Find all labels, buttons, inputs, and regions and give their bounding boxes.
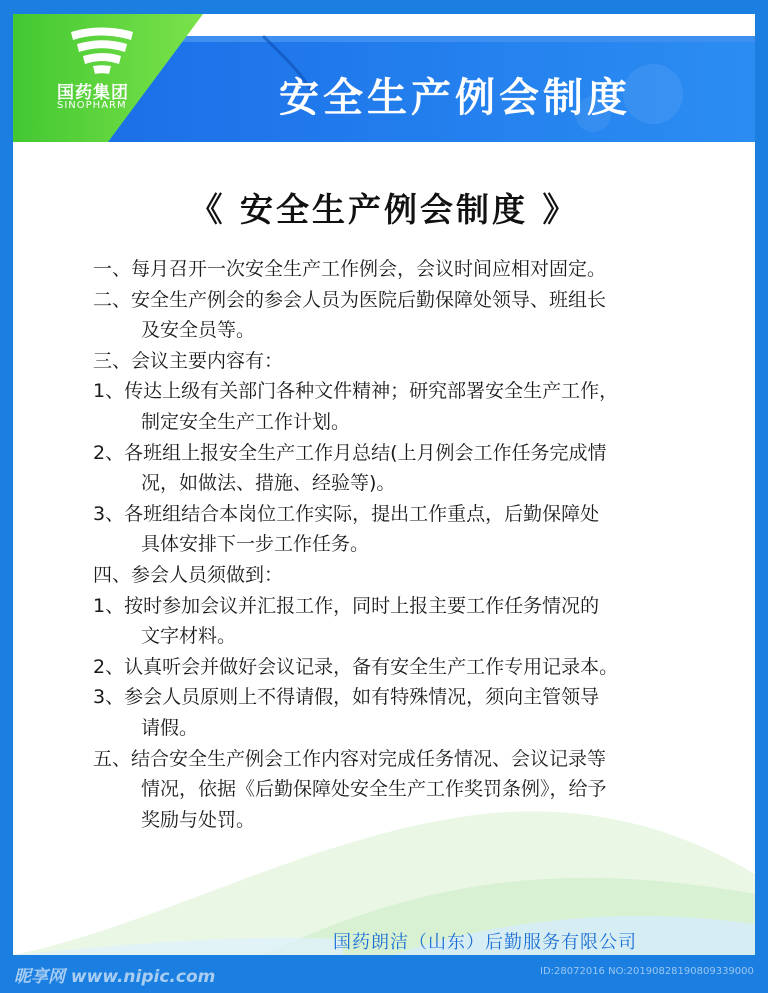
rule-continuation-line: 奖励与处罚。 xyxy=(141,808,256,831)
rule-item xyxy=(93,438,713,499)
rule-item xyxy=(93,744,713,836)
rule-item xyxy=(93,499,713,560)
rule-continuation-line: 具体安排下一步工作任务。 xyxy=(141,533,370,556)
rule-item xyxy=(93,285,713,346)
rule-item xyxy=(93,560,713,591)
rule-item xyxy=(93,652,713,683)
rule-line: 四、参会人员须做到： xyxy=(93,563,284,586)
watermark-id: ID:28072016 NO:20190828190809339000 xyxy=(540,966,754,977)
rule-line: 1、传达上级有关部门各种文件精神；研究部署安全生产工作， xyxy=(93,380,619,403)
rule-line: 二、安全生产例会的参会人员为医院后勤保障处领导、班组长 xyxy=(93,288,607,311)
rule-line: 五、结合安全生产例会工作内容对完成任务情况、会议记录等 xyxy=(93,747,607,770)
rule-continuation-line: 文字材料。 xyxy=(141,625,237,648)
poster-frame xyxy=(13,14,755,955)
rules-list xyxy=(93,254,713,835)
banner-title: 安全生产例会制度 xyxy=(279,75,631,121)
rule-continuation-line: 况，如做法、措施、经验等)。 xyxy=(141,472,396,495)
logo-english-text: SINOPHARM xyxy=(57,100,127,111)
rule-item xyxy=(93,346,713,377)
document-title: 《 安全生产例会制度 》 xyxy=(189,190,579,229)
company-name: 国药朗洁（山东）后勤服务有限公司 xyxy=(333,932,637,953)
rule-line: 三、会议主要内容有： xyxy=(93,349,284,372)
rule-continuation-line: 情况，依据《后勤保障处安全生产工作奖罚条例》，给予 xyxy=(141,778,607,801)
rule-item xyxy=(93,254,713,285)
rule-line: 一、每月召开一次安全生产工作例会，会议时间应相对固定。 xyxy=(93,258,607,280)
rule-line: 2、认真听会并做好会议记录，备有安全生产工作专用记录本。 xyxy=(93,655,619,678)
rule-item xyxy=(93,591,713,652)
rule-line: 1、按时参加会议并汇报工作，同时上报主要工作任务情况的 xyxy=(93,594,600,617)
logo-chinese-text: 国药集团 xyxy=(57,83,129,103)
rule-item xyxy=(93,682,713,743)
rule-continuation-line: 制定安全生产工作计划。 xyxy=(141,410,351,433)
rule-line: 2、各班组上报安全生产工作月总结(上月例会工作任务完成情 xyxy=(93,441,607,464)
rule-line: 3、各班组结合本岗位工作实际，提出工作重点，后勤保障处 xyxy=(93,502,600,525)
watermark-left: 昵享网 www.nipic.com xyxy=(14,967,216,987)
rule-continuation-line: 及安全员等。 xyxy=(141,319,256,342)
rule-continuation-line: 请假。 xyxy=(141,716,199,739)
rule-item xyxy=(93,376,713,437)
rule-line: 3、参会人员原则上不得请假，如有特殊情况，须向主管领导 xyxy=(93,686,600,709)
